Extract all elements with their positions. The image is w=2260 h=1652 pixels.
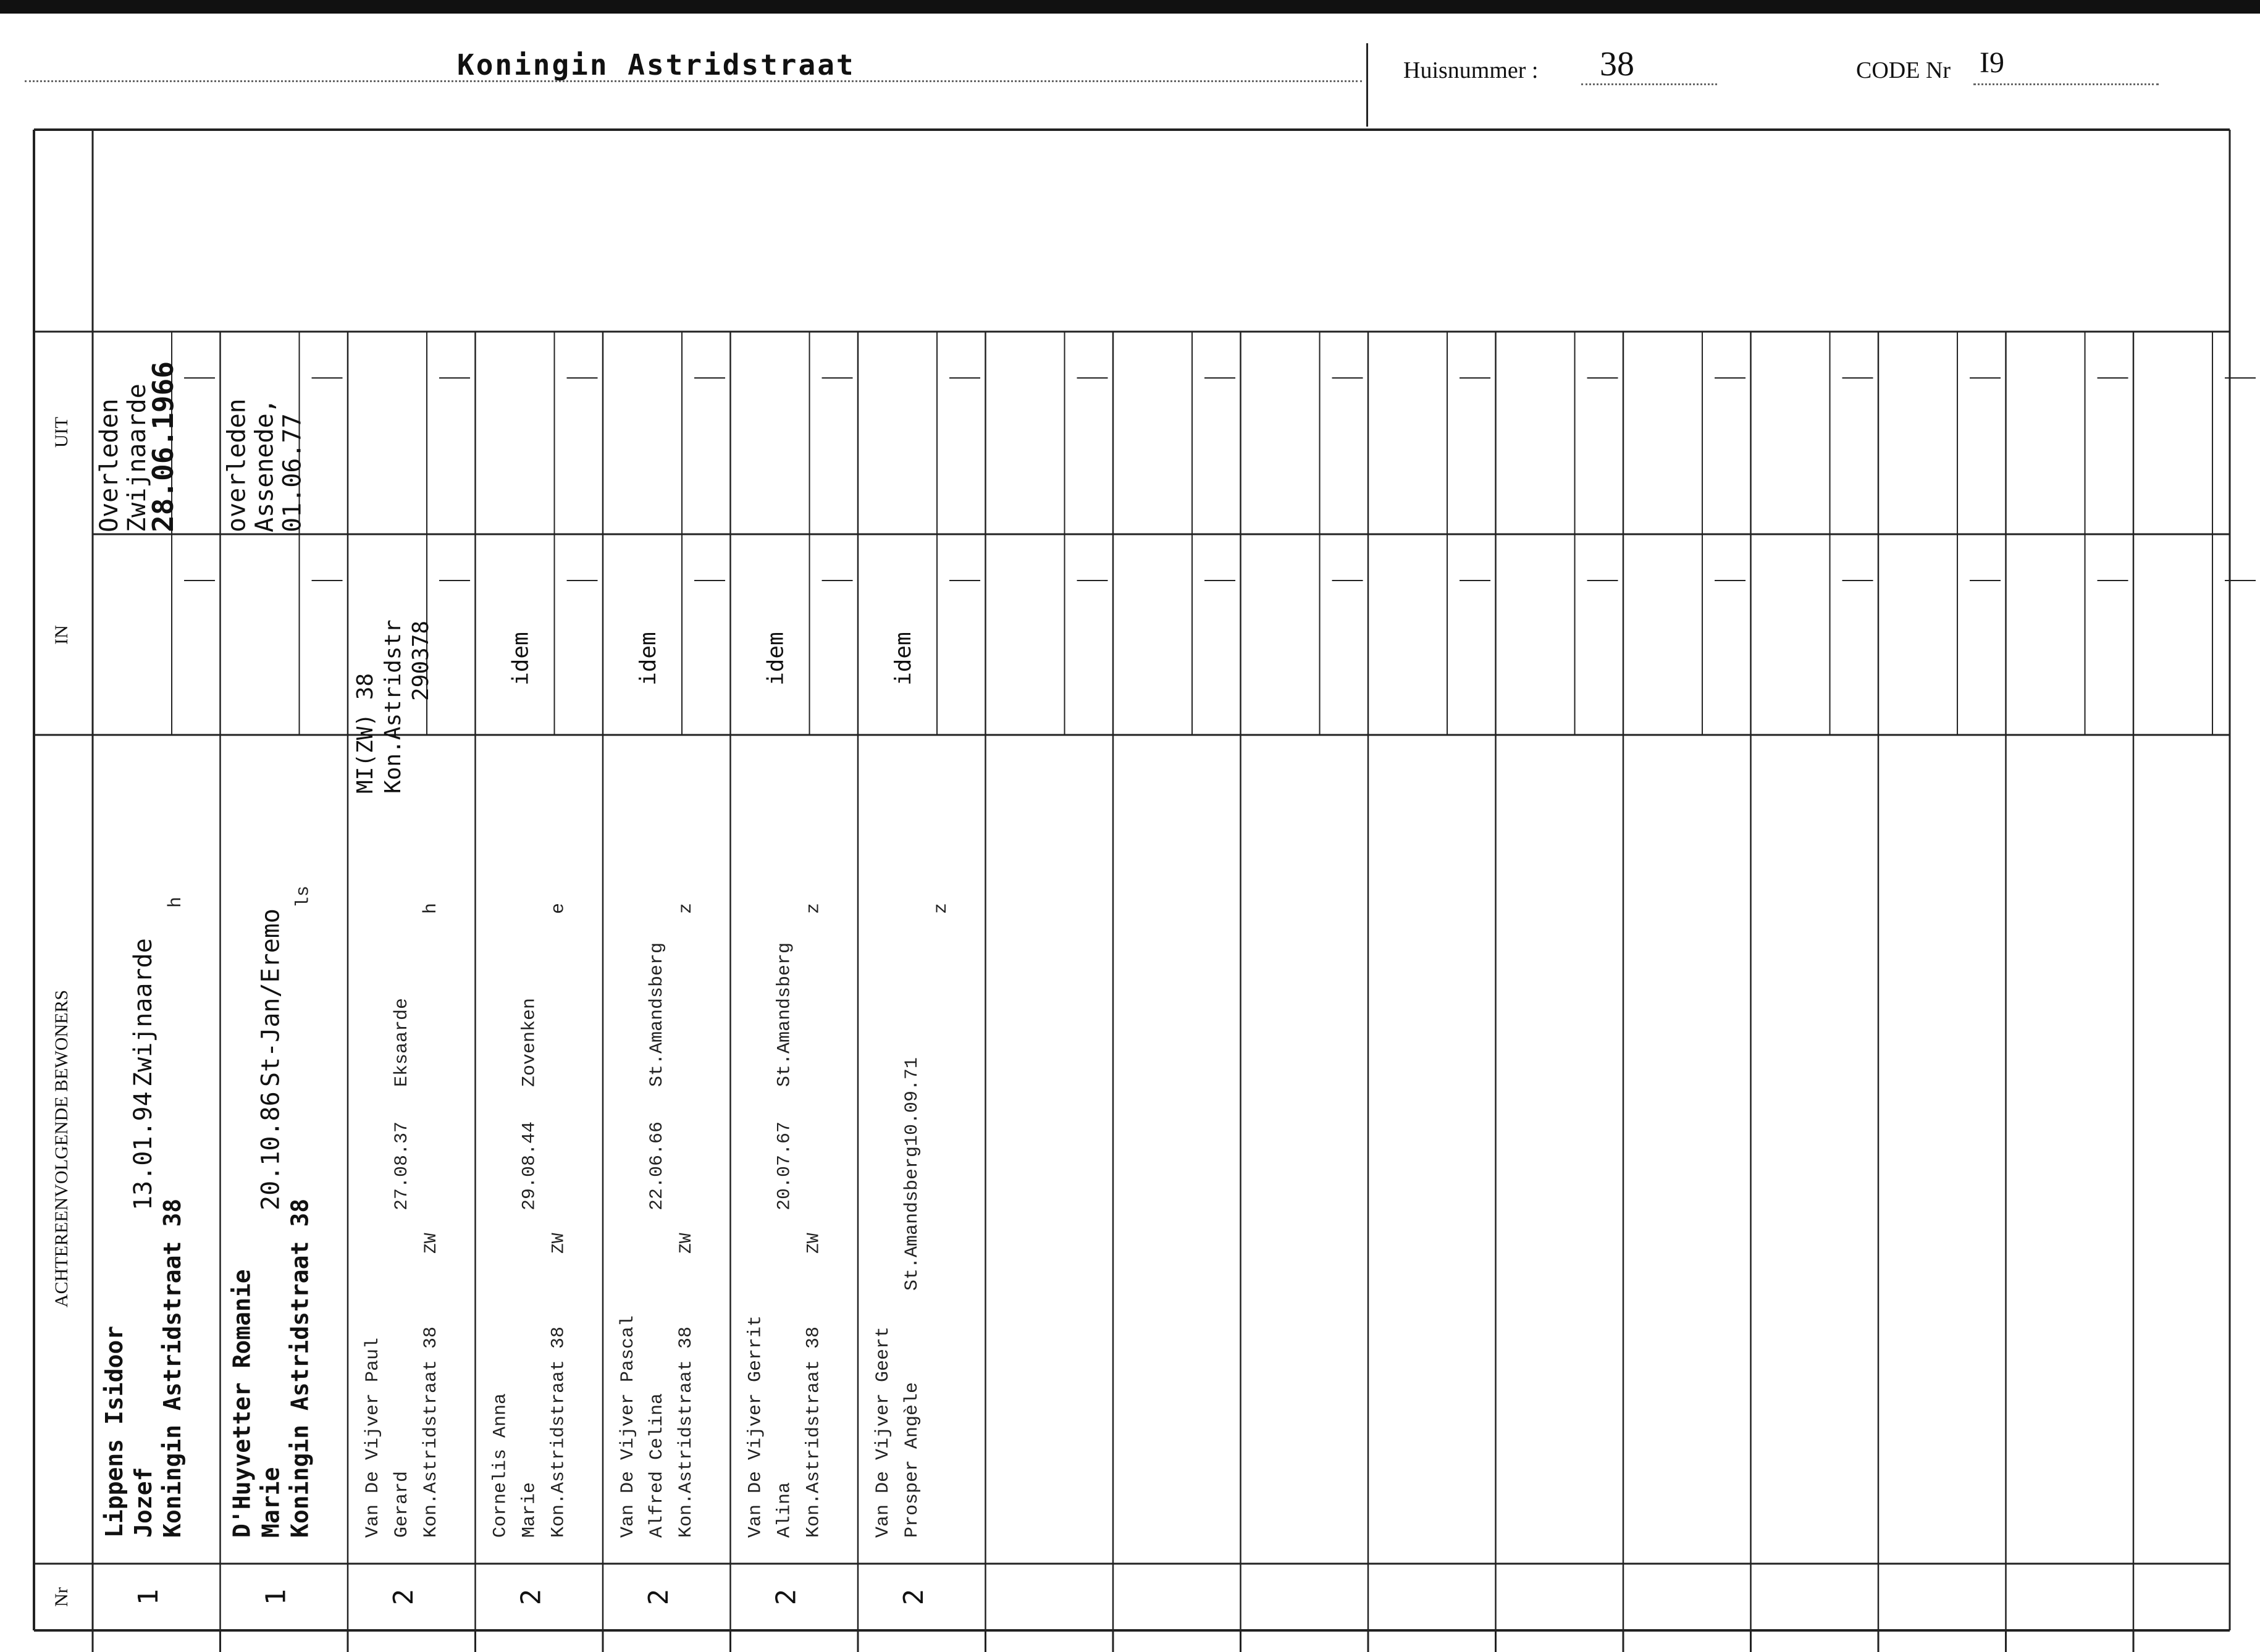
handwritten-marker: z: [931, 902, 952, 914]
handwritten-marker: h: [166, 896, 187, 908]
resident-name-line: Marie: [257, 1467, 285, 1538]
entry-nr: 2: [515, 1588, 547, 1606]
in-entry: 290378: [408, 620, 434, 701]
resident-name-line: Kon.Astridstraat 38: [421, 1326, 442, 1538]
in-entry: idem: [891, 632, 916, 686]
resident-name-line: Van De Vijver Pascal: [618, 1315, 639, 1538]
birth-date: 29.08.44: [519, 1121, 540, 1210]
in-entry: idem: [508, 632, 534, 686]
resident-name-line: Van De Vijver Paul: [363, 1337, 384, 1538]
uit-entry: Overleden: [95, 398, 124, 532]
birth-place: St.Amandsberg10.09.71: [902, 1057, 923, 1291]
birth-place: St.Amandsberg: [774, 942, 796, 1087]
nr-label: Nr: [51, 1587, 72, 1607]
entry-nr: 2: [387, 1588, 419, 1606]
resident-name-line: Kon.Astridstraat 38: [548, 1326, 569, 1538]
entry-nr: 1: [260, 1588, 292, 1606]
handwritten-marker: e: [548, 902, 569, 914]
in-entry: idem: [763, 632, 789, 686]
resident-name-line: Koningin Astridstraat 38: [286, 1198, 314, 1538]
birth-date: 20.07.67: [774, 1121, 796, 1210]
resident-name-line: Koningin Astridstraat 38: [159, 1198, 186, 1538]
entry-nr: 2: [897, 1588, 930, 1606]
uit-entry: Zwijnaarde: [123, 384, 151, 532]
uit-entry: 28.06.1966: [146, 361, 180, 532]
birth-place: St.Amandsberg: [647, 942, 668, 1087]
in-label: IN: [51, 625, 72, 645]
resident-name-line: Alfred Celina: [647, 1393, 668, 1538]
birth-date: 20.10.86: [256, 1091, 285, 1210]
in-entry: MI(ZW) 38: [353, 673, 378, 794]
resident-name-line: D'Huyvetter Romanie: [228, 1269, 256, 1538]
birth-place: St-Jan/Eremo: [256, 908, 285, 1087]
bewoners-label: ACHTEREENVOLGENDE BEWONERS: [51, 989, 72, 1308]
municipality-code: ZW: [422, 1233, 441, 1254]
entry-nr: 2: [770, 1588, 802, 1606]
house-number-label: Huisnummer :: [1403, 57, 1539, 83]
birth-place: Zovenken: [519, 997, 540, 1087]
in-entry: idem: [636, 632, 661, 686]
resident-name-line: Alina: [774, 1482, 796, 1538]
house-number: 38: [1600, 45, 1634, 83]
municipality-code: ZW: [677, 1233, 696, 1254]
code-number: I9: [1980, 46, 2004, 79]
handwritten-marker: ls: [293, 885, 314, 908]
street-name: Koningin Astridstraat: [457, 48, 855, 82]
resident-name-line: Jozef: [130, 1467, 157, 1538]
birth-place: Zwijnaarde: [129, 938, 158, 1087]
resident-name-line: Van De Vijver Gerrit: [745, 1315, 767, 1538]
birth-date: 13.01.94: [129, 1091, 158, 1210]
handwritten-marker: z: [803, 902, 825, 914]
resident-name-line: Marie: [519, 1482, 540, 1538]
code-label: CODE Nr: [1856, 57, 1951, 83]
municipality-code: ZW: [549, 1233, 569, 1254]
uit-entry: 01.06.77: [278, 413, 307, 532]
resident-name-line: Kon.Astridstraat 38: [803, 1326, 825, 1538]
birth-place: Eksaarde: [392, 997, 413, 1087]
entry-nr: 1: [132, 1588, 164, 1606]
entry-nr: 2: [642, 1588, 674, 1606]
resident-name-line: Gerard: [392, 1470, 413, 1538]
resident-name-line: Van De Vijver Geert: [873, 1326, 894, 1538]
uit-entry: Assenede,: [250, 398, 279, 532]
handwritten-marker: z: [676, 902, 697, 914]
resident-name-line: Kon.Astridstraat 38: [676, 1326, 697, 1538]
handwritten-marker: h: [421, 902, 442, 914]
uit-entry: overleden: [222, 398, 251, 532]
in-entry: Kon.Astridstr: [380, 619, 406, 794]
resident-name-line: Lippens Isidoor: [101, 1325, 128, 1538]
municipality-code: ZW: [804, 1233, 824, 1254]
resident-name-line: Cornelis Anna: [490, 1393, 511, 1538]
birth-date: 22.06.66: [647, 1121, 668, 1210]
uit-label: UIT: [51, 417, 72, 448]
resident-name-line: Prosper Angèle: [902, 1382, 923, 1538]
birth-date: 27.08.37: [392, 1121, 413, 1210]
